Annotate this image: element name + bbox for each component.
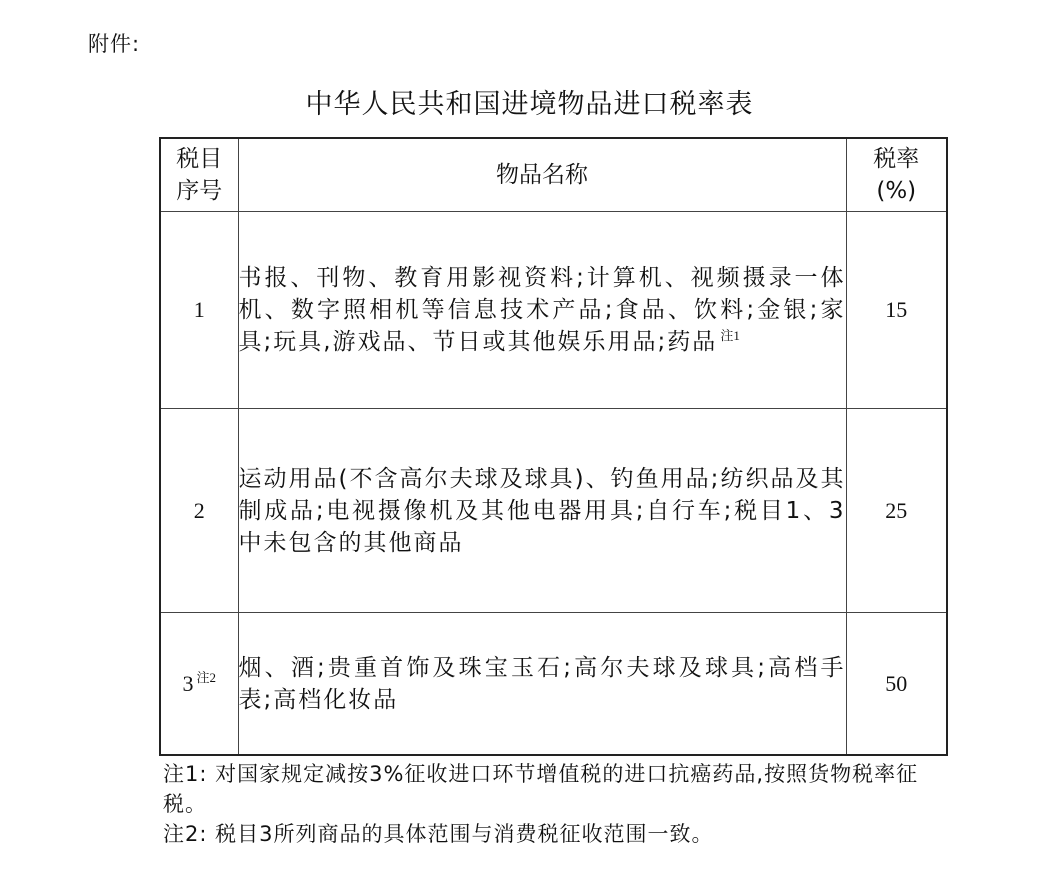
row-seq-cell — [160, 613, 238, 756]
row-item-cell — [238, 613, 846, 756]
header-rate-line2: (%) — [876, 178, 917, 204]
row-item-name: 烟、酒;贵重首饰及珠宝玉石;高尔夫球及球具;高档手表;高档化妆品 — [238, 654, 846, 713]
tax-rate-table — [159, 137, 948, 756]
footnote-marker: 注2 — [196, 669, 216, 685]
row-seq: 1 — [193, 297, 205, 322]
header-seq-line1: 税目 — [176, 146, 223, 172]
row-rate: 25 — [885, 497, 908, 523]
header-seq — [160, 138, 238, 212]
table-header-row — [160, 138, 947, 212]
footnotes — [163, 759, 953, 849]
footnote-marker: 注1 — [720, 328, 740, 343]
row-item-cell — [238, 212, 846, 409]
header-rate — [846, 138, 947, 212]
header-item-name — [238, 138, 846, 212]
header-rate-line1: 税率 — [873, 146, 920, 172]
table-row — [160, 212, 947, 409]
table-row — [160, 409, 947, 613]
row-rate: 50 — [885, 670, 908, 696]
header-item-name-text: 物品名称 — [496, 162, 588, 188]
header-seq-line2: 序号 — [176, 178, 223, 204]
row-item-name: 书报、刊物、教育用影视资料;计算机、视频摄录一体机、数字照相机等信息技术产品;食品、饮料;金银;家具;玩具,游戏品、节日或其他娱乐用品;药品 — [238, 265, 846, 355]
row-seq-cell — [160, 212, 238, 409]
row-seq: 2 — [193, 497, 205, 523]
document-title: 中华人民共和国进境物品进口税率表 — [305, 89, 754, 120]
row-rate: 15 — [885, 297, 908, 322]
table-row — [160, 613, 947, 756]
row-seq-cell — [160, 409, 238, 613]
footnote-1: 注1: 对国家规定减按3%征收进口环节增值税的进口抗癌药品,按照货物税率征税。 — [163, 762, 919, 816]
footnote-2: 注2: 税目3所列商品的具体范围与消费税征收范围一致。 — [163, 822, 714, 846]
row-item-name: 运动用品(不含高尔夫球及球具)、钓鱼用品;纺织品及其制成品;电视摄像机及其他电器用具;自行车;税目1、3中未包含的其他商品 — [238, 465, 846, 556]
row-rate-cell — [846, 409, 947, 613]
row-seq: 3 — [182, 670, 194, 696]
attachment-label: 附件: — [88, 32, 141, 56]
row-rate-cell — [846, 212, 947, 409]
row-item-cell — [238, 409, 846, 613]
row-rate-cell — [846, 613, 947, 756]
